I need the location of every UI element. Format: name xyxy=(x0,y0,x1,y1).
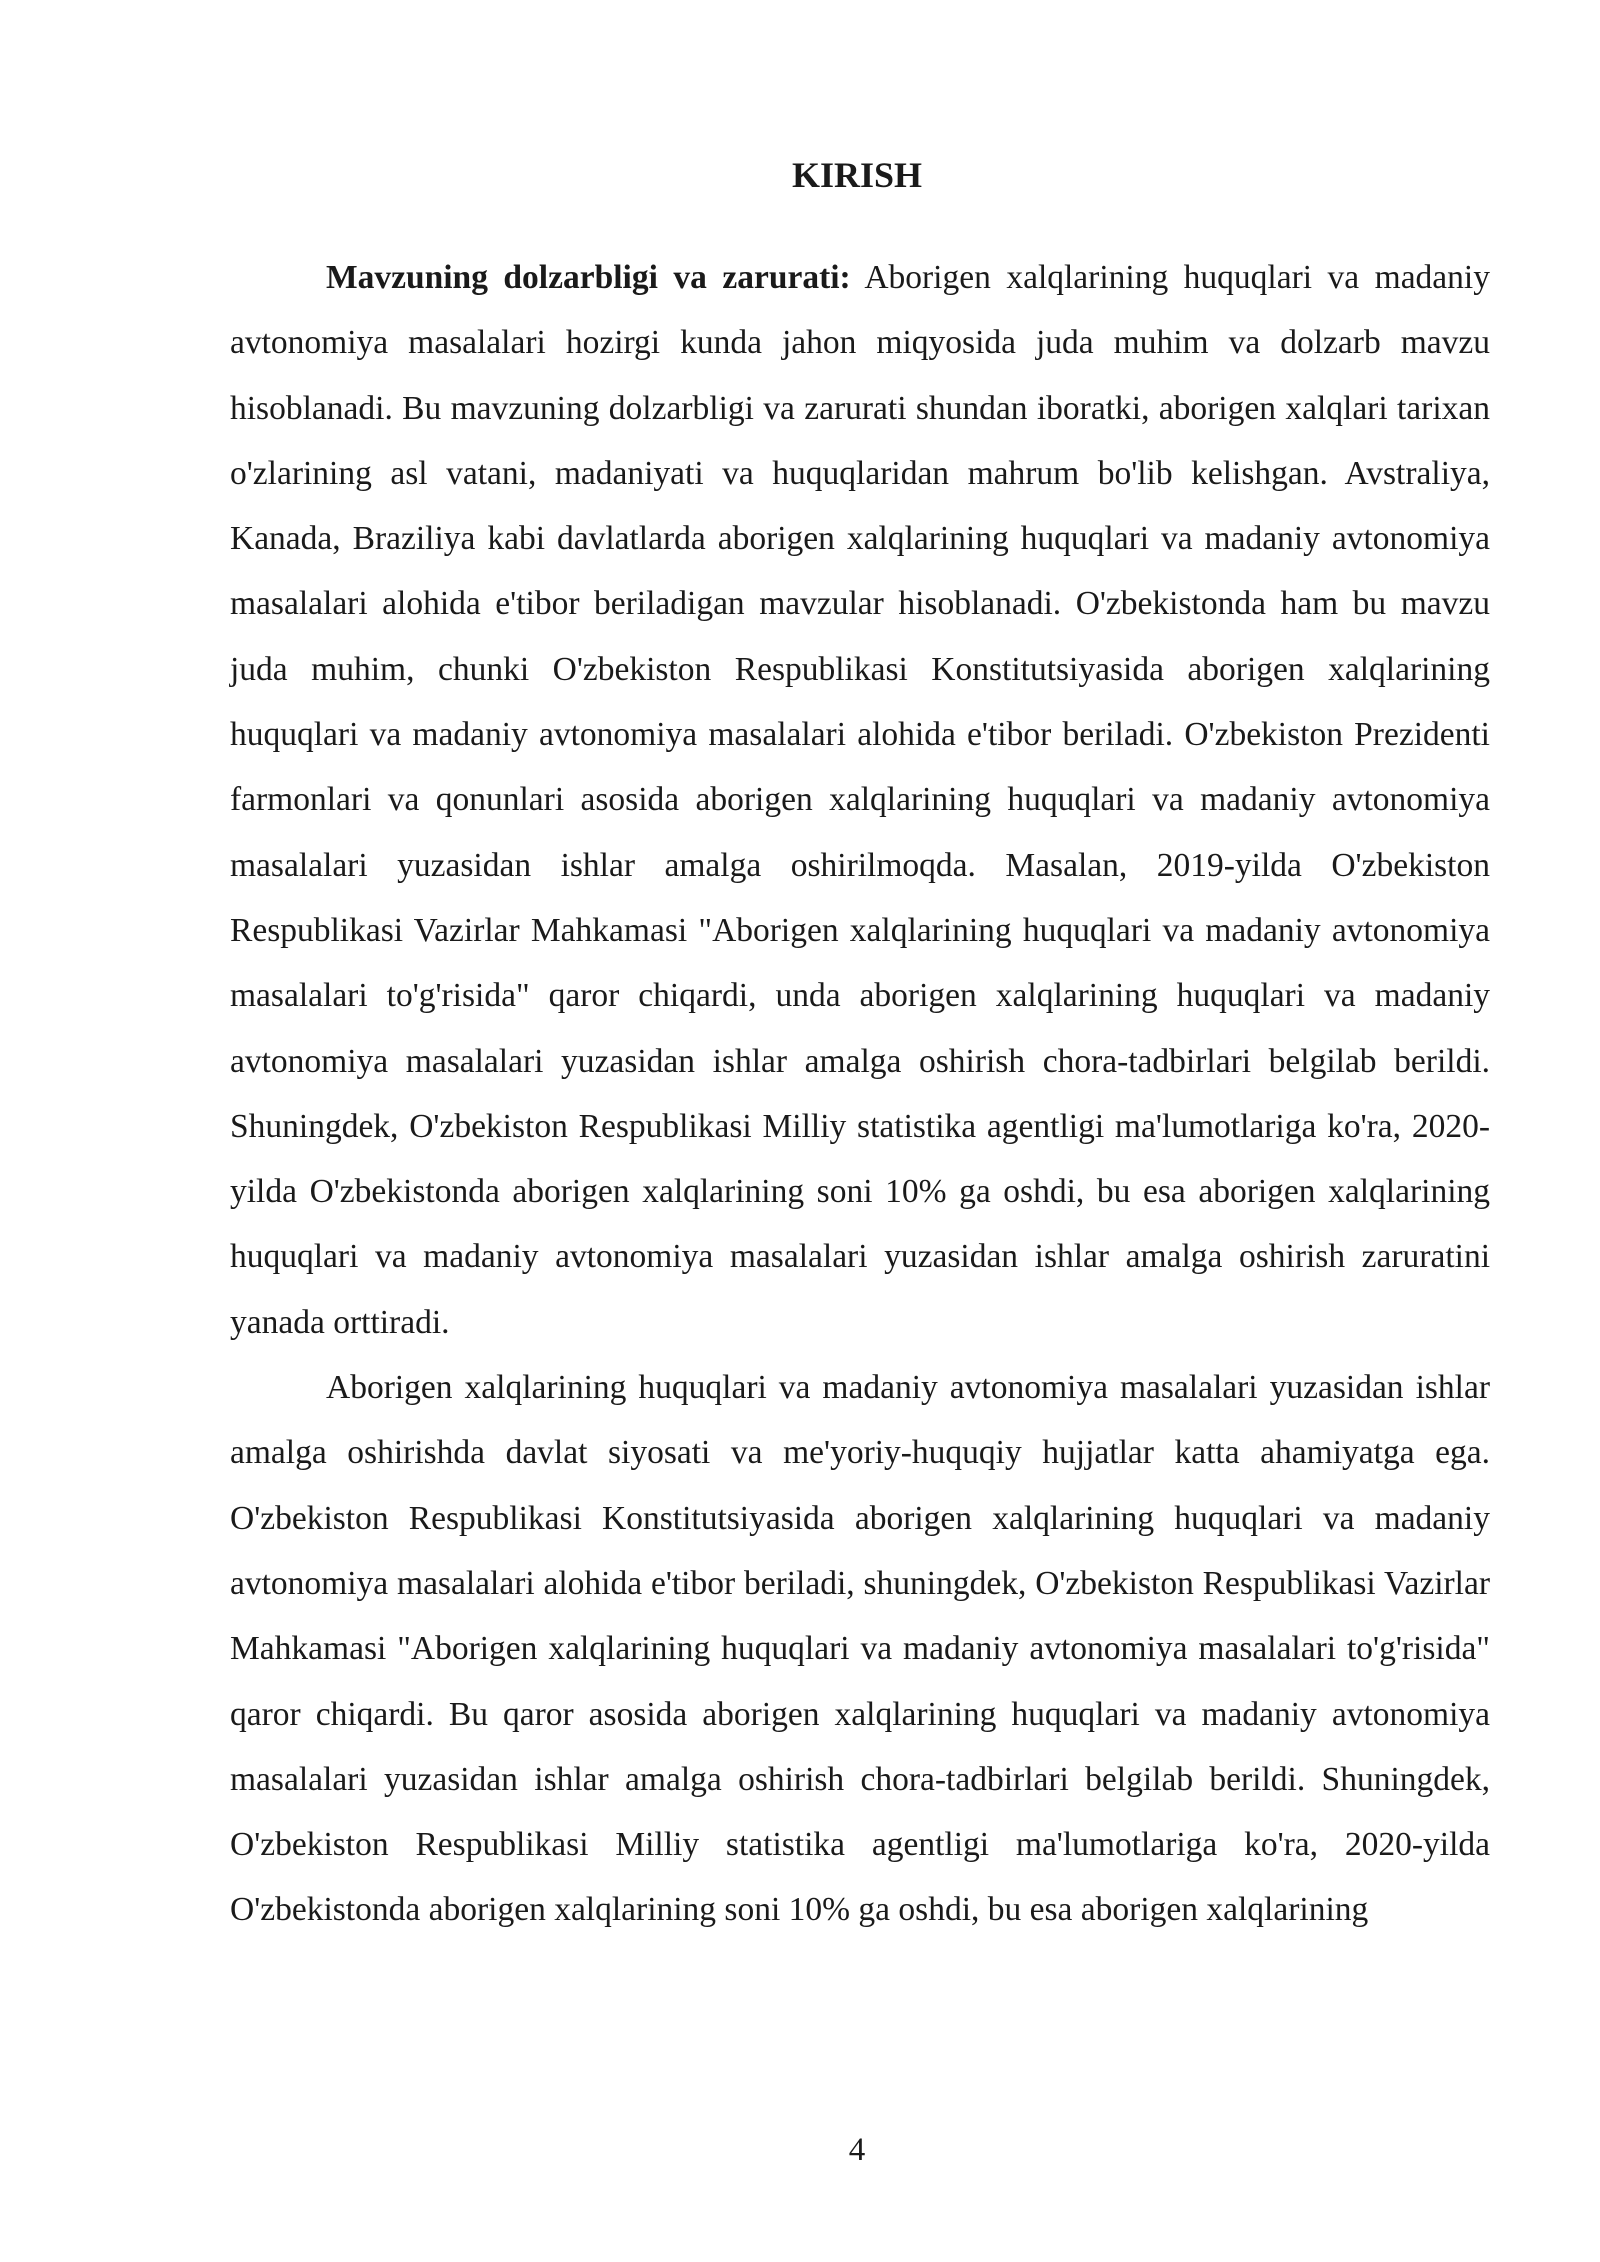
paragraph-lead: Mavzuning dolzarbligi va zarurati: xyxy=(326,259,851,296)
body-text xyxy=(230,245,1490,1943)
paragraph-text: Aborigen xalqlarining huquqlari va madaniy avtonomiya masalalari yuzasidan ishlar amalga oshirishda davlat siyosati va me'yoriy-huquqiy hujjatlar katta ahamiyatga ega. O'zbekiston Respublikasi Konstitutsiyasida aborigen xalqlarining huquqlari va madaniy avtonomiya masalalari alohida e'tibor beriladi, shuningdek, O'zbekiston Respublikasi Vazirlar Mahkamasi "Aborigen xalqlarining huquqlari va madaniy avtonomiya masalalari to'g'risida" qaror chiqardi. Bu qaror asosida aborigen xalqlarining huquqlari va madaniy avtonomiya masalalari yuzasidan ishlar amalga oshirish chora-tadbirlari belgilab berildi. Shuningdek, O'zbekiston Respublikasi Milliy statistika agentligi ma'lumotlariga ko'ra, 2020-yilda O'zbekistonda aborigen xalqlarining soni 10% ga oshdi, bu esa aborigen xalqlarining xyxy=(230,1369,1490,1929)
section-heading: KIRISH xyxy=(791,155,923,195)
paragraph-policy xyxy=(230,1355,1490,1943)
page-number: 4 xyxy=(848,2132,866,2168)
paragraph-text: Aborigen xalqlarining huquqlari va madaniy avtonomiya masalalari hozirgi kunda jahon miqyosida juda muhim va dolzarb mavzu hisoblanadi. Bu mavzuning dolzarbligi va zarurati shundan iboratki, aborigen xalqlari tarixan o'zlarining asl vatani, madaniyati va huquqlaridan mahrum bo'lib kelishgan. Avstraliya, Kanada, Braziliya kabi davlatlarda aborigen xalqlarining huquqlari va madaniy avtonomiya masalalari alohida e'tibor beriladigan mavzular hisoblanadi. O'zbekistonda ham bu mavzu juda muhim, chunki O'zbekiston Respublikasi Konstitutsiyasida aborigen xalqlarining huquqlari va madaniy avtonomiya masalalari alohida e'tibor beriladi. O'zbekiston Prezidenti farmonlari va qonunlari asosida aborigen xalqlarining huquqlari va madaniy avtonomiya masalalari yuzasidan ishlar amalga oshirilmoqda. Masalan, 2019-yilda O'zbekiston Respublikasi Vazirlar Mahkamasi "Aborigen xalqlarining huquqlari va madaniy avtonomiya masalalari to'g'risida" qaror chiqardi, unda aborigen xalqlarining huquqlari va madaniy avtonomiya masalalari yuzasidan ishlar amalga oshirish chora-tadbirlari belgilab berildi. Shuningdek, O'zbekiston Respublikasi Milliy statistika agentligi ma'lumotlariga ko'ra, 2020-yilda O'zbekistonda aborigen xalqlarining soni 10% ga oshdi, bu esa aborigen xalqlarining huquqlari va madaniy avtonomiya masalalari yuzasidan ishlar amalga oshirish zaruratini yanada orttiradi. xyxy=(230,259,1490,1341)
paragraph-relevance xyxy=(230,245,1490,1355)
